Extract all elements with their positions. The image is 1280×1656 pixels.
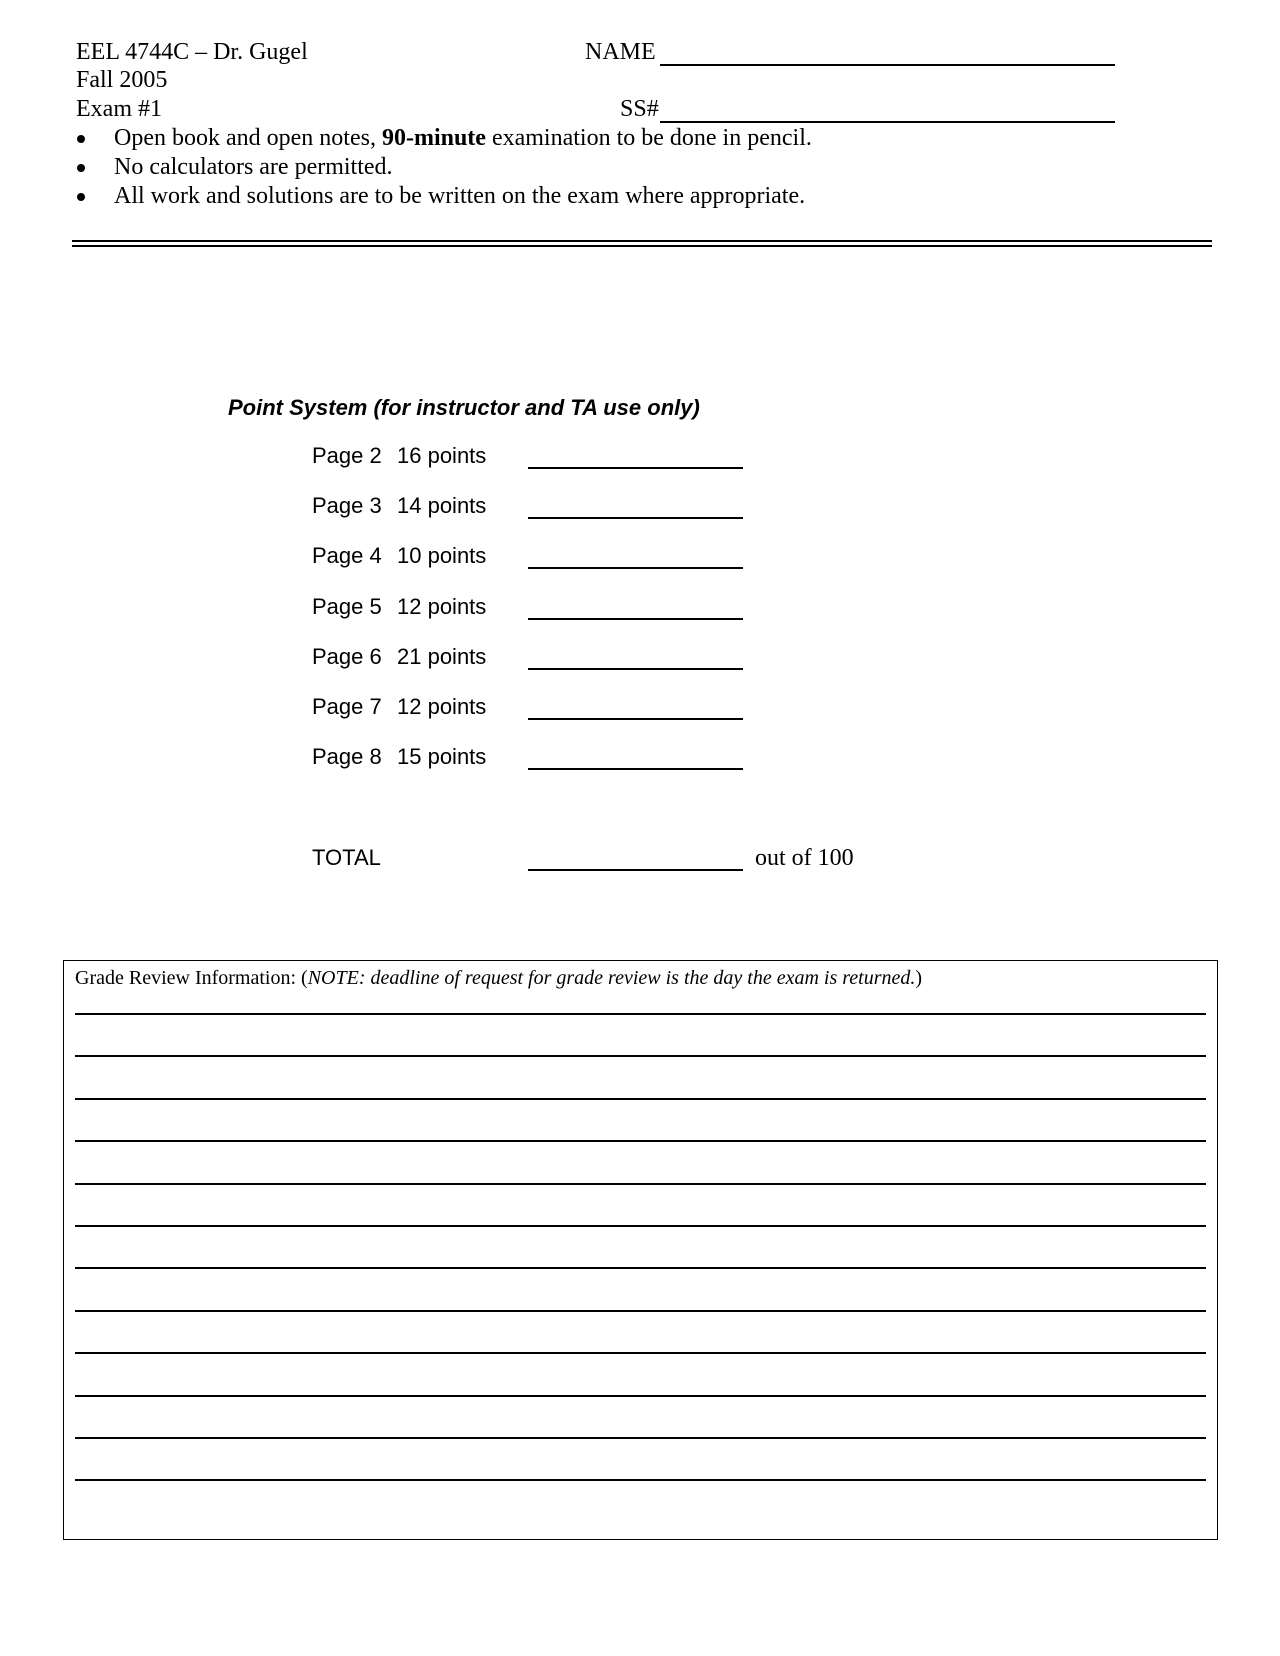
page-label: Page 3: [312, 493, 382, 518]
writing-line[interactable]: [75, 1225, 1206, 1227]
instruction-text: examination to be done in pencil.: [485, 125, 812, 151]
instruction-duration: 90-minute: [381, 125, 486, 151]
writing-line[interactable]: [75, 1310, 1206, 1312]
instruction-item: All work and solutions are to be written on the exam where appropriate.: [114, 183, 806, 209]
page-label: Page 7: [312, 694, 382, 719]
point-system-title: Point System (for instructor and TA use only): [228, 395, 700, 420]
points-value: 14 points: [397, 493, 487, 518]
score-field[interactable]: [528, 618, 743, 620]
score-field[interactable]: [528, 768, 743, 770]
writing-line[interactable]: [75, 1183, 1206, 1185]
page-label: Page 2: [312, 443, 382, 468]
score-field[interactable]: [528, 668, 743, 670]
total-label: TOTAL: [312, 845, 381, 870]
instruction-text: Open book and open notes,: [114, 125, 382, 151]
page-label: Page 5: [312, 594, 382, 619]
page-label: Page 6: [312, 644, 382, 669]
ss-label: SS#: [620, 96, 659, 122]
points-value: 12 points: [397, 694, 487, 719]
points-value: 10 points: [397, 543, 487, 568]
total-score-field[interactable]: [528, 869, 743, 871]
grade-review-note: NOTE: deadline of request for grade review is the day the exam is returned.: [307, 967, 916, 989]
ss-field[interactable]: [660, 121, 1115, 123]
term: Fall 2005: [76, 67, 168, 93]
score-field[interactable]: [528, 718, 743, 720]
bullet-icon: [77, 193, 85, 201]
writing-line[interactable]: [75, 1479, 1206, 1481]
grade-review-box: [63, 960, 1218, 1540]
points-value: 12 points: [397, 594, 487, 619]
writing-line[interactable]: [75, 1013, 1206, 1015]
exam-number: Exam #1: [76, 96, 162, 122]
writing-line[interactable]: [75, 1098, 1206, 1100]
score-field[interactable]: [528, 567, 743, 569]
instruction-item: No calculators are permitted.: [114, 154, 393, 180]
writing-line[interactable]: [75, 1267, 1206, 1269]
grade-review-close: ): [915, 967, 923, 989]
score-field[interactable]: [528, 467, 743, 469]
course-title: EEL 4744C – Dr. Gugel: [76, 39, 308, 65]
bullet-icon: [77, 164, 85, 172]
name-label: NAME: [585, 39, 656, 65]
points-value: 21 points: [397, 644, 487, 669]
page-label: Page 8: [312, 744, 382, 769]
writing-line[interactable]: [75, 1395, 1206, 1397]
writing-line[interactable]: [75, 1055, 1206, 1057]
name-field[interactable]: [660, 64, 1115, 66]
instruction-item: [114, 124, 812, 152]
points-value: 16 points: [397, 443, 487, 468]
points-value: 15 points: [397, 744, 487, 769]
bullet-icon: [77, 135, 85, 143]
total-suffix: out of 100: [755, 845, 854, 871]
writing-line[interactable]: [75, 1140, 1206, 1142]
writing-line[interactable]: [75, 1352, 1206, 1354]
grade-review-header: [75, 965, 922, 991]
writing-line[interactable]: [75, 1437, 1206, 1439]
grade-review-label: Grade Review Information: (: [75, 967, 308, 989]
page-label: Page 4: [312, 543, 382, 568]
separator-line: [72, 240, 1212, 242]
separator-line: [72, 245, 1212, 247]
score-field[interactable]: [528, 517, 743, 519]
